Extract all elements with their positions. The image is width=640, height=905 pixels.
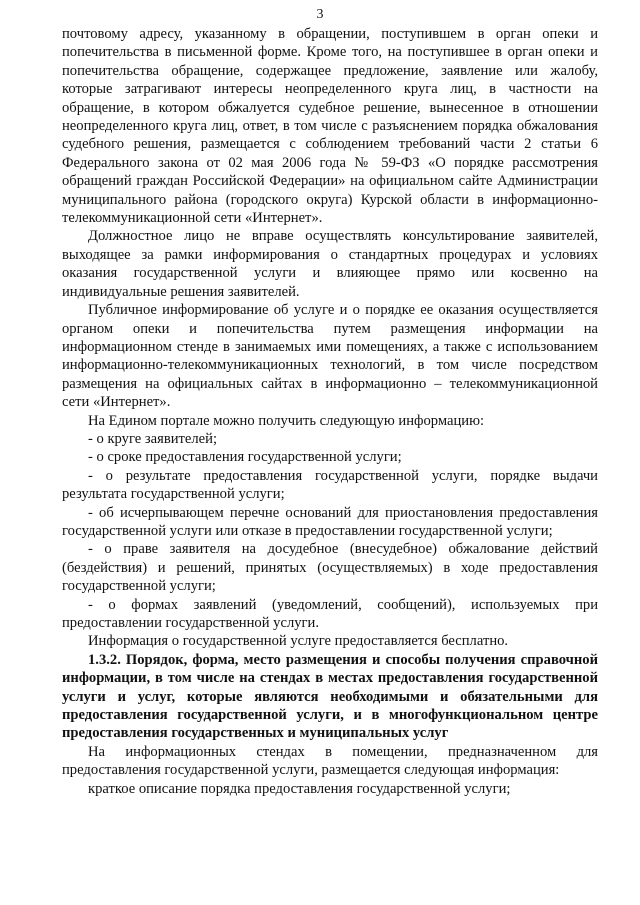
page-body — [62, 25, 598, 798]
list-item: - о результате предоставления государственной услуги, порядке выдачи результата государственной услуги; — [62, 467, 598, 503]
list-item: - о сроке предоставления государственной услуги; — [88, 449, 402, 466]
paragraph-public-informing: Публичное информирование об услуге и о порядке ее оказания осуществляется органом опеки и попечительства путем размещения информации на информационном стенде в занимаемых ими помещениях, а также с использованием информационно-телекоммуникационных технологий, в том числе посредством размещения на официальных сайтах в информационно – телекоммуникационной сети «Интернет». — [62, 302, 598, 411]
section-heading: 1.3.2. Порядок, форма, место размещения и способы получения справочной информации, в том числе на стендах в местах предоставления государственной услуги и услуг, которые являются необходимыми и обязательными для предоставления государственной услуги, и в многофункциональном центре предоставления государственных и муниципальных услуг — [62, 651, 598, 742]
list-item: - об исчерпывающем перечне оснований для приостановления предоставления государственной услуги или отказе в предоставлении государственной услуги; — [62, 504, 598, 539]
paragraph-free-info: Информация о государственной услуге предоставляется бесплатно. — [88, 633, 509, 650]
list-item: - о круге заявителей; — [88, 430, 217, 447]
paragraph-portal-intro: На Едином портале можно получить следующую информацию: — [88, 412, 485, 429]
paragraph-stand-intro: На информационных стендах в помещении, предназначенном для предоставления государственной услуги, размещается следующая информация: — [62, 743, 598, 779]
paragraph-stand-first: краткое описание порядка предоставления государственной услуги; — [88, 780, 511, 797]
paragraph-postal-address: почтовому адресу, указанному в обращении, поступившем в орган опеки и попечительства в письменной форме. Кроме того, на поступившее в орган опеки и попечительства обращение, содержащее предложение, заявление или жалобу, которые затрагивают интересы неопределенного круга лиц, в частности на обращение, в котором обжалуется судебное решение, вынесенное в отношении неопределенного круга лиц, ответ, в том числе с разъяснением порядка обжалования судебного решения, размещается с соблюдением требований части 2 статьи 6 Федерального закона от 02 мая 2006 года № 59-ФЗ «О порядке рассмотрения обращений граждан Российской Федерации» на официальном сайте Администрации муниципального района (городского округа) Курской области в информационно-телекоммуникационной сети «Интернет». — [62, 26, 598, 227]
list-item: - о праве заявителя на досудебное (внесудебное) обжалование действий (бездействия) и решений, принятых (осуществляемых) в ходе предоставления государственной услуги; — [62, 541, 598, 595]
list-item: - о формах заявлений (уведомлений, сообщений), используемых при предоставлении государственной услуги. — [62, 596, 598, 631]
paragraph-official-restriction: Должностное лицо не вправе осуществлять консультирование заявителей, выходящее за рамки информирования о стандартных процедурах и условиях оказания государственной услуги и влияющее прямо или косвенно на индивидуальные решения заявителей. — [62, 228, 598, 300]
page-number: 3 — [316, 7, 324, 22]
